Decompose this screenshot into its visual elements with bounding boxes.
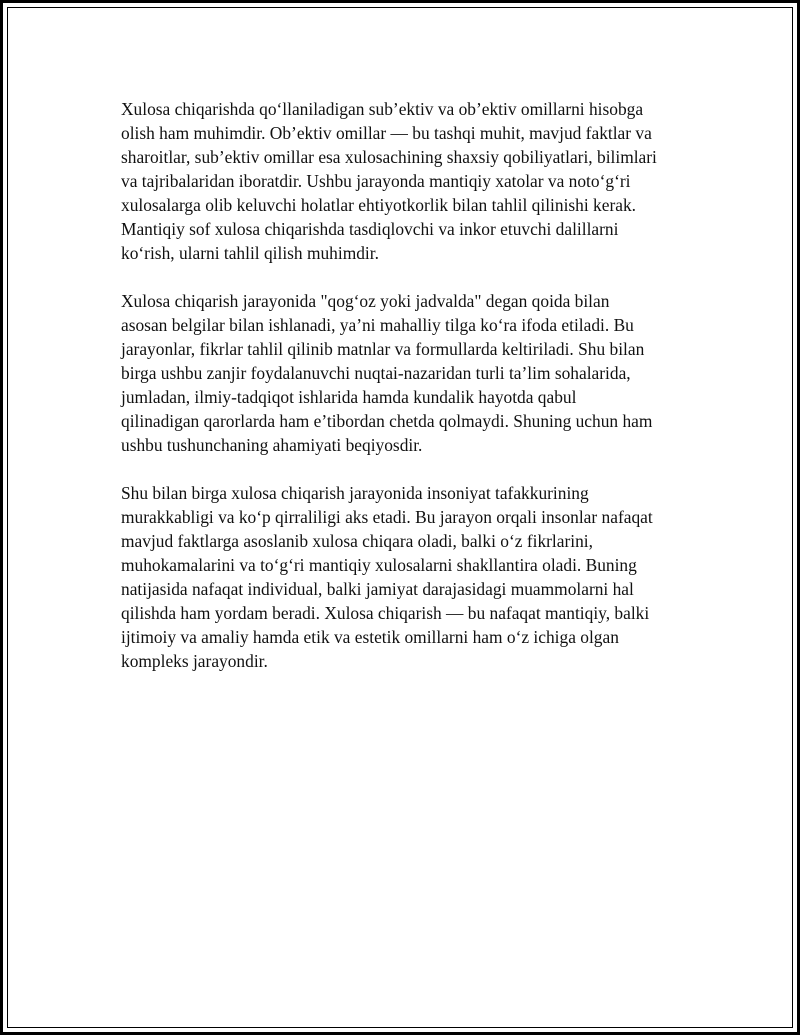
paragraph-3	[121, 481, 709, 673]
text-line: qilinadigan qarorlarda ham e’tibordan chetda qolmaydi. Shuning uchun ham	[121, 411, 653, 431]
text-line: kompleks jarayondir.	[121, 651, 268, 671]
text-line: natijasida nafaqat individual, balki jamiyat darajasidagi muammolarni hal	[121, 579, 634, 599]
text-line: ko‘rish, ularni tahlil qilish muhimdir.	[121, 243, 379, 263]
text-line: jumladan, ilmiy-tadqiqot ishlarida hamda kundalik hayotda qabul	[121, 387, 577, 407]
paragraph-2	[121, 289, 709, 457]
text-line: muhokamalarini va to‘g‘ri mantiqiy xulosalarni shakllantira oladi. Buning	[121, 555, 637, 575]
text-line: Mantiqiy sof xulosa chiqarishda tasdiqlovchi va inkor etuvchi dalillarni	[121, 219, 619, 239]
text-line: birga ushbu zanjir foydalanuvchi nuqtai-nazaridan turli ta’lim sohalarida,	[121, 363, 631, 383]
document-body	[121, 97, 709, 697]
text-line: xulosalarga olib keluvchi holatlar ehtiyotkorlik bilan tahlil qilinishi kerak.	[121, 195, 637, 215]
text-line: Shu bilan birga xulosa chiqarish jarayonida insoniyat tafakkurining	[121, 483, 589, 503]
text-line: sharoitlar, sub’ektiv omillar esa xulosachining shaxsiy qobiliyatlari, bilimlari	[121, 147, 657, 167]
text-line: qilishda ham yordam beradi. Xulosa chiqarish — bu nafaqat mantiqiy, balki	[121, 603, 650, 623]
text-line: olish ham muhimdir. Ob’ektiv omillar — bu tashqi muhit, mavjud faktlar va	[121, 123, 652, 143]
paragraph-1	[121, 97, 709, 265]
text-line: ushbu tushunchaning ahamiyati beqiyosdir.	[121, 435, 423, 455]
text-line: asosan belgilar bilan ishlanadi, ya’ni mahalliy tilga ko‘ra ifoda etiladi. Bu	[121, 315, 634, 335]
text-line: Xulosa chiqarishda qo‘llaniladigan sub’ektiv va ob’ektiv omillarni hisobga	[121, 99, 644, 119]
text-line: mavjud faktlarga asoslanib xulosa chiqara oladi, balki o‘z fikrlarini,	[121, 531, 593, 551]
text-line: Xulosa chiqarish jarayonida "qog‘oz yoki jadvalda" degan qoida bilan	[121, 291, 610, 311]
text-line: jarayonlar, fikrlar tahlil qilinib matnlar va formullarda keltiriladi. Shu bilan	[121, 339, 645, 359]
text-line: va tajribalaridan iboratdir. Ushbu jarayonda mantiqiy xatolar va noto‘g‘ri	[121, 171, 631, 191]
text-line: murakkabligi va ko‘p qirraliligi aks etadi. Bu jarayon orqali insonlar nafaqat	[121, 507, 653, 527]
text-line: ijtimoiy va amaliy hamda etik va estetik omillarni ham o‘z ichiga olgan	[121, 627, 619, 647]
